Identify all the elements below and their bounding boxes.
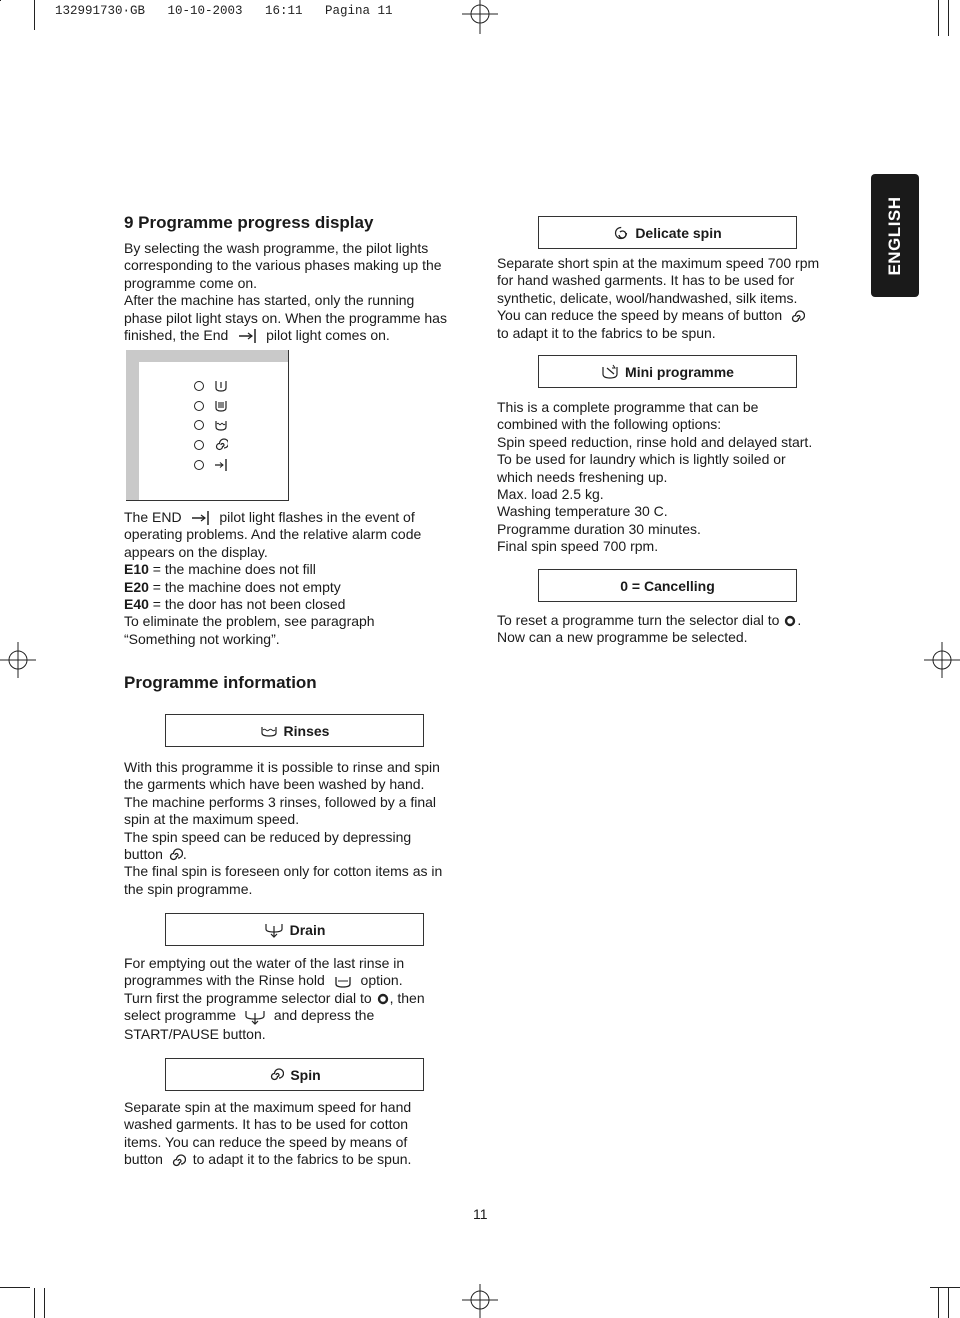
text-line: The machine performs 3 rinses, followed by a final bbox=[124, 793, 437, 810]
text-line: Final spin speed 700 rpm. bbox=[497, 538, 659, 555]
text-line bbox=[124, 972, 474, 989]
text-line bbox=[124, 1007, 474, 1025]
delicate-spin-text bbox=[497, 255, 857, 342]
text-line: By selecting the wash programme, the pilot lights bbox=[124, 240, 429, 256]
text-line: Max. load 2.5 kg. bbox=[497, 486, 604, 503]
text-line: the garments which have been washed by hand. bbox=[124, 776, 425, 793]
drain-icon bbox=[264, 921, 284, 939]
text-line: combined with the following options: bbox=[497, 416, 722, 433]
drain-icon bbox=[244, 1008, 266, 1026]
end-pilot-info bbox=[124, 509, 474, 648]
crop-mark bbox=[930, 1287, 960, 1288]
text-line: Programme duration 30 minutes. bbox=[497, 520, 701, 537]
text-line: appears on the display. bbox=[124, 543, 268, 560]
cancelling-text bbox=[497, 612, 857, 647]
text-line bbox=[124, 990, 474, 1007]
text-line bbox=[124, 846, 474, 863]
error-description: = the machine does not empty bbox=[148, 578, 341, 595]
error-code-line bbox=[124, 579, 474, 596]
text-line: Separate spin at the maximum speed for hand bbox=[124, 1099, 412, 1115]
text-fragment: and depress the bbox=[273, 1007, 375, 1024]
text-line: To be used for laundry which is lightly soiled or bbox=[497, 451, 786, 468]
spin-icon bbox=[167, 847, 183, 863]
text-line bbox=[124, 509, 474, 526]
end-icon bbox=[236, 328, 258, 344]
off-dial-icon bbox=[783, 615, 797, 627]
text-fragment: , then bbox=[389, 989, 425, 1006]
rinses-text bbox=[124, 759, 474, 898]
pilot-light bbox=[194, 401, 204, 411]
error-code-line bbox=[124, 596, 474, 613]
text-line: operating problems. And the relative alarm code bbox=[124, 526, 422, 543]
language-tab bbox=[871, 174, 919, 297]
mini-programme-icon bbox=[601, 364, 619, 380]
text-fragment: programmes with the Rinse hold bbox=[124, 972, 325, 989]
text-line: To eliminate the problem, see paragraph bbox=[124, 613, 375, 630]
text-line: programme come on. bbox=[124, 274, 258, 291]
delicate-spin-heading-box bbox=[538, 216, 797, 249]
text-line: for hand washed garments. It has to be used for bbox=[497, 272, 795, 289]
end-icon bbox=[214, 458, 228, 472]
delicate-spin-heading: Delicate spin bbox=[635, 224, 722, 241]
spin-heading-box bbox=[165, 1058, 424, 1091]
pilot-light-row bbox=[194, 379, 228, 393]
pilot-light-row bbox=[194, 438, 228, 452]
text-line bbox=[124, 1151, 474, 1168]
text-line bbox=[124, 327, 474, 344]
cancelling-heading: 0 = Cancelling bbox=[620, 577, 715, 594]
text-fragment: option. bbox=[360, 972, 403, 989]
text-fragment: pilot light flashes in the event of bbox=[219, 509, 415, 525]
pilot-light-row bbox=[194, 399, 228, 413]
crop-mark bbox=[0, 1287, 30, 1288]
text-fragment: Turn first the programme selector dial to bbox=[124, 989, 372, 1006]
crop-mark bbox=[44, 1288, 45, 1318]
crop-mark bbox=[0, 0, 1, 1]
text-line: The spin speed can be reduced by depressing bbox=[124, 828, 412, 845]
spin-icon bbox=[789, 309, 805, 325]
crop-mark bbox=[938, 0, 939, 36]
registration-mark-top bbox=[458, 0, 502, 36]
text-line: corresponding to the various phases making up the bbox=[124, 257, 442, 274]
text-fragment: To reset a programme turn the selector dial to bbox=[497, 612, 780, 628]
error-code: E20 bbox=[124, 578, 149, 595]
text-fragment: pilot light comes on. bbox=[266, 327, 390, 344]
text-line: to adapt it to the fabrics to be spun. bbox=[497, 324, 716, 341]
mini-programme-text bbox=[497, 399, 857, 556]
drain-text bbox=[124, 955, 474, 1043]
page-number: 11 bbox=[473, 1206, 488, 1222]
end-icon bbox=[189, 510, 211, 526]
crop-mark bbox=[34, 1288, 35, 1318]
text-fragment: to adapt it to the fabrics to be spun. bbox=[192, 1151, 412, 1168]
crop-mark bbox=[938, 1288, 939, 1318]
pilot-light bbox=[194, 420, 204, 430]
error-code: E40 bbox=[124, 596, 149, 613]
pilot-light bbox=[194, 440, 204, 450]
prewash-icon bbox=[214, 379, 228, 393]
mini-programme-heading: Mini programme bbox=[625, 363, 734, 380]
spin-text bbox=[124, 1099, 474, 1169]
registration-mark-bottom bbox=[458, 1282, 502, 1318]
text-line: After the machine has started, only the running bbox=[124, 292, 415, 309]
text-line: phase pilot light stays on. When the programme has bbox=[124, 309, 447, 326]
drain-heading-box bbox=[165, 913, 424, 946]
section-title-progress-display: 9 Programme progress display bbox=[124, 213, 374, 232]
pilot-light bbox=[194, 460, 204, 470]
progress-display-text bbox=[124, 240, 474, 344]
registration-mark-left bbox=[0, 640, 40, 680]
text-line: which needs freshening up. bbox=[497, 468, 668, 485]
text-fragment: You can reduce the speed by means of button bbox=[497, 307, 783, 324]
text-fragment: button bbox=[124, 846, 163, 863]
rinse-icon bbox=[260, 724, 278, 738]
spin-icon bbox=[170, 1153, 186, 1169]
text-fragment: The END bbox=[124, 509, 182, 525]
text-fragment: . bbox=[797, 612, 802, 628]
text-line: items. You can reduce the speed by means of bbox=[124, 1133, 408, 1150]
text-line: START/PAUSE button. bbox=[124, 1025, 266, 1042]
text-fragment: select programme bbox=[124, 1007, 237, 1024]
text-fragment: button bbox=[124, 1151, 163, 1168]
spin-icon bbox=[214, 438, 228, 452]
drain-heading: Drain bbox=[289, 921, 326, 938]
delicate-spin-icon bbox=[613, 225, 629, 241]
crop-mark bbox=[34, 0, 35, 30]
rinse-icon bbox=[214, 418, 228, 432]
text-fragment: finished, the End bbox=[124, 327, 229, 344]
mini-programme-heading-box bbox=[538, 355, 797, 388]
cancelling-heading-box bbox=[538, 569, 797, 602]
text-line: The final spin is foreseen only for cotton items as in bbox=[124, 863, 443, 880]
error-code: E10 bbox=[124, 561, 149, 578]
spin-heading: Spin bbox=[290, 1066, 321, 1083]
text-line: Separate short spin at the maximum speed 700 rpm bbox=[497, 255, 820, 271]
text-line: Spin speed reduction, rinse hold and delayed start. bbox=[497, 433, 813, 450]
text-line bbox=[497, 307, 857, 324]
error-description: = the door has not been closed bbox=[148, 596, 346, 613]
text-line: the spin programme. bbox=[124, 880, 253, 897]
text-fragment: . bbox=[182, 846, 187, 863]
rinses-heading-box bbox=[165, 714, 424, 747]
text-line: “Something not working”. bbox=[124, 630, 280, 647]
text-line: For emptying out the water of the last rinse in bbox=[124, 955, 405, 971]
text-line bbox=[497, 612, 857, 629]
rinse-hold-icon bbox=[333, 974, 353, 990]
pilot-light bbox=[194, 381, 204, 391]
crop-mark bbox=[948, 0, 949, 36]
text-line: Washing temperature 30 C. bbox=[497, 503, 668, 520]
language-tab-label: ENGLISH bbox=[885, 195, 904, 276]
text-line: Now can a new programme be selected. bbox=[497, 629, 748, 646]
pilot-light-row bbox=[194, 418, 228, 432]
error-code-line bbox=[124, 561, 474, 578]
registration-mark-right bbox=[920, 640, 960, 680]
text-line: spin at the maximum speed. bbox=[124, 811, 300, 828]
crop-mark bbox=[948, 1288, 949, 1318]
pilot-light-row bbox=[194, 458, 228, 472]
wash-icon bbox=[214, 399, 228, 413]
rinses-heading: Rinses bbox=[283, 722, 330, 739]
spin-icon bbox=[268, 1067, 284, 1083]
section-title-programme-information: Programme information bbox=[124, 673, 317, 692]
off-dial-icon bbox=[376, 993, 390, 1005]
error-description: = the machine does not fill bbox=[148, 561, 316, 578]
text-line: synthetic, delicate, wool/handwashed, silk items. bbox=[497, 289, 798, 306]
text-line: washed garments. It has to be used for cotton bbox=[124, 1116, 409, 1133]
text-line: This is a complete programme that can be bbox=[497, 399, 759, 415]
print-header-stamp: 132991730·GB 10-10-2003 16:11 Pagina 11 bbox=[55, 4, 393, 18]
text-line: With this programme it is possible to rinse and spin bbox=[124, 759, 440, 775]
